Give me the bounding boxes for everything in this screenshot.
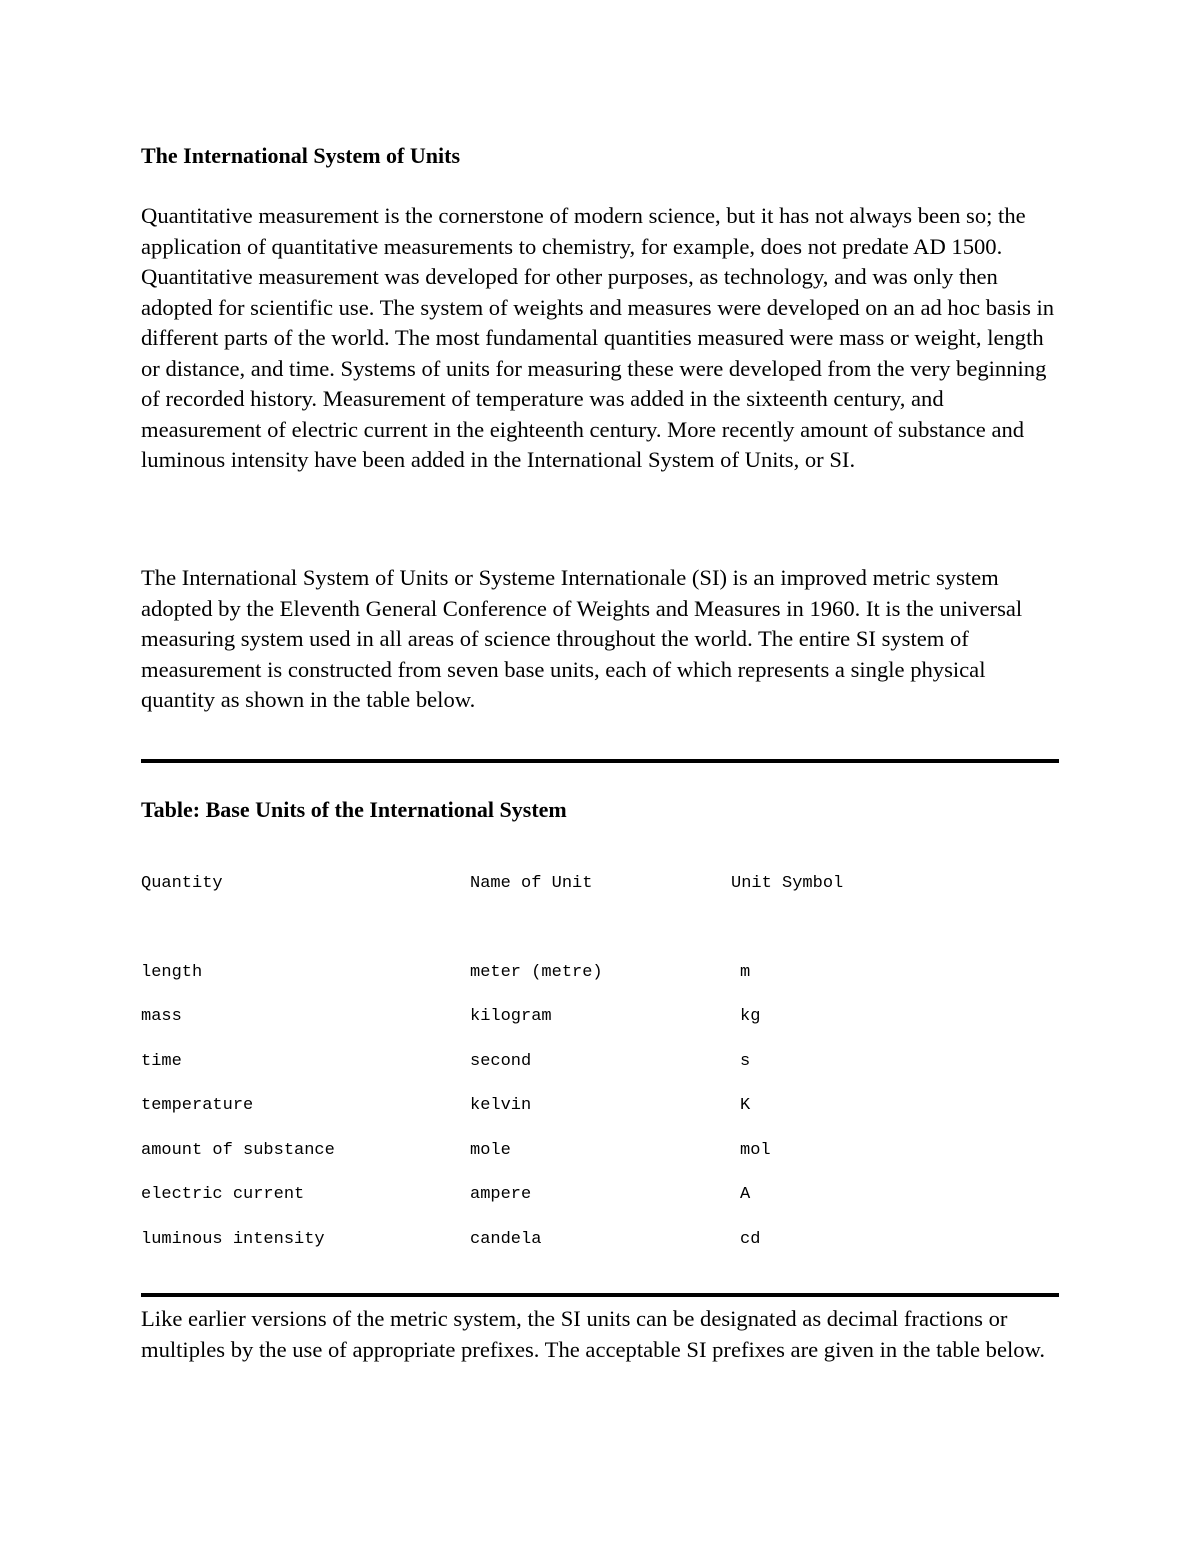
intro-paragraph: Quantitative measurement is the cornerstone of modern science, but it has not always been so; the application of quantitative measurements to chemistry, for example, does not predate AD 1500. Quantitative measurement was developed for other purposes, as technology, and was only then adopted for scientific use. The system of weights and measures were developed on an ad hoc basis in different parts of the world. The most fundamental quantities measured were mass or weight, length or distance, and time. Systems of units for measuring these were developed from the very beginning of recorded history. Measurement of temperature was added in the sixteenth century, and measurement of electric current in the eighteenth century. More recently amount of substance and luminous intensity have been added in the International System of Units, or SI.	[141, 203, 1055, 472]
row-unit-name: second	[470, 1052, 532, 1071]
table-row	[141, 963, 1059, 987]
header-quantity: Quantity	[141, 874, 223, 893]
header-unit-symbol: Unit Symbol	[731, 874, 844, 893]
row-unit-name: kelvin	[470, 1096, 532, 1115]
table-row	[141, 1096, 1059, 1120]
prefix-paragraph: Like earlier versions of the metric system, the SI units can be designated as decimal fractions or multiples by the use of appropriate prefixes. The acceptable SI prefixes are given in the table below.	[141, 1306, 1046, 1362]
table-bottom-rule	[141, 1293, 1059, 1297]
row-unit-symbol: s	[740, 1052, 751, 1071]
row-unit-name: kilogram	[470, 1007, 552, 1026]
row-quantity: electric current	[141, 1185, 305, 1204]
table-row	[141, 1007, 1059, 1031]
row-unit-symbol: K	[740, 1096, 751, 1115]
document-title: The International System of Units	[141, 143, 461, 168]
table-row	[141, 1230, 1059, 1254]
table-row	[141, 1185, 1059, 1209]
row-unit-symbol: kg	[740, 1007, 761, 1026]
row-unit-symbol: cd	[740, 1230, 761, 1249]
header-unit-name: Name of Unit	[470, 874, 593, 893]
row-quantity: time	[141, 1052, 182, 1071]
table-row	[141, 1052, 1059, 1076]
row-unit-symbol: mol	[740, 1141, 771, 1160]
row-unit-name: candela	[470, 1230, 542, 1249]
row-quantity: amount of substance	[141, 1141, 335, 1160]
row-unit-name: meter (metre)	[470, 963, 603, 982]
table-title: Table: Base Units of the International System	[141, 797, 567, 822]
row-quantity: mass	[141, 1007, 182, 1026]
row-quantity: luminous intensity	[141, 1230, 325, 1249]
row-unit-symbol: m	[740, 963, 751, 982]
table-top-rule	[141, 759, 1059, 763]
row-quantity: length	[141, 963, 203, 982]
row-quantity: temperature	[141, 1096, 254, 1115]
si-paragraph: The International System of Units or Systeme Internationale (SI) is an improved metric system adopted by the Eleventh General Conference of Weights and Measures in 1960. It is the universal measuring system used in all areas of science throughout the world. The entire SI system of measurement is constructed from seven base units, each of which represents a single physical quantity as shown in the table below.	[141, 565, 1023, 712]
row-unit-name: ampere	[470, 1185, 532, 1204]
table-row	[141, 1141, 1059, 1165]
table-header-row	[141, 874, 1059, 898]
row-unit-name: mole	[470, 1141, 511, 1160]
row-unit-symbol: A	[740, 1185, 751, 1204]
